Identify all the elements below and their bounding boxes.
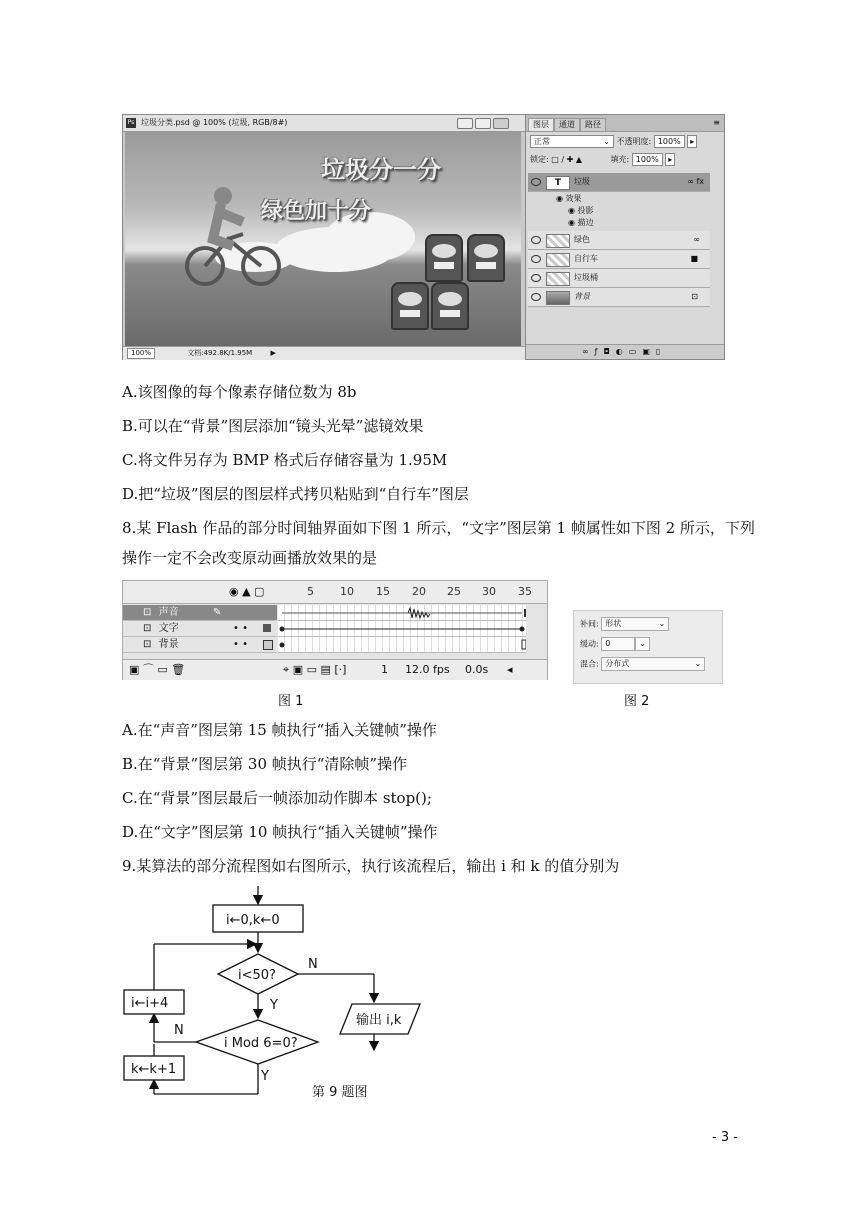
zoom-field[interactable]: 100% [127, 348, 155, 359]
chevron-down-icon: ⌄ [658, 619, 666, 628]
label-no-2: N [174, 1023, 184, 1038]
onion-skin-icons[interactable]: ⌖ ▣ ▭ ▤ [·] [283, 663, 347, 676]
close-button[interactable] [493, 118, 509, 129]
layer-row-background[interactable] [528, 288, 710, 307]
fill-arrow-icon[interactable]: ▸ [665, 153, 675, 166]
label-no-1: N [308, 957, 318, 972]
layer-name: 自行车 [574, 254, 598, 263]
layer-row-sound[interactable]: ⊡ 声音 ✎ [123, 605, 277, 621]
maximize-button[interactable] [475, 118, 491, 129]
figure-1-caption: 图 1 [278, 694, 304, 709]
layers-panel [526, 115, 724, 359]
play-arrow-icon[interactable]: ▶ [270, 349, 276, 357]
q7-option-a: A.该图像的每个像素存储位数为 8b [122, 383, 357, 401]
blend-mode-select[interactable]: 正常 ⌄ [530, 135, 614, 148]
layer-thumbnail [546, 291, 570, 305]
label-yes-2: Y [261, 1069, 269, 1084]
trash-bin-image [391, 282, 429, 330]
q7-option-b: B.可以在“背景”图层添加“镜头光晕”滤镜效果 [122, 417, 424, 435]
chevron-down-icon: ⌄ [694, 659, 702, 668]
timeline-footer-icons[interactable]: ▣ ⌒ ▭ 🗑 [129, 663, 186, 676]
q8-option-a: A.在“声音”图层第 15 帧执行“插入关键帧”操作 [122, 721, 437, 739]
panel-menu-icon[interactable]: ≡ [713, 118, 720, 127]
headline-text-2: 绿色加十分 [261, 199, 372, 224]
elapsed-time: 0.0s [465, 663, 489, 676]
q8-option-c: C.在“背景”图层最后一帧添加动作脚本 stop(); [122, 789, 432, 807]
trash-bin-image [467, 234, 505, 282]
opacity-field[interactable]: 100% [654, 135, 685, 148]
link-icon: ∞ [693, 235, 700, 244]
fill-field[interactable]: 100% [632, 153, 663, 166]
layer-row-green[interactable] [528, 231, 710, 250]
effects-header[interactable]: ◉ 效果 [556, 194, 582, 203]
layer-icon: ⊡ [143, 623, 152, 634]
pencil-icon: ✎ [213, 607, 222, 618]
opacity-arrow-icon[interactable]: ▸ [687, 135, 697, 148]
status-bar [123, 346, 525, 360]
eye-icon[interactable] [531, 236, 541, 244]
layer-name: 垃圾桶 [574, 273, 598, 282]
increment-k-box: k←k+1 [131, 1062, 177, 1077]
q7-option-d: D.把“垃圾”图层的图层样式拷贝粘贴到“自行车”图层 [122, 485, 469, 503]
q8-option-d: D.在“文字”图层第 10 帧执行“插入关键帧”操作 [122, 823, 438, 841]
q8-stem-line2: 操作一定不会改变原动画播放效果的是 [122, 549, 378, 567]
eye-icon[interactable] [531, 293, 541, 301]
tween-select[interactable]: 形状 ⌄ [601, 617, 669, 631]
photoshop-screenshot [122, 114, 725, 360]
eye-icon[interactable] [531, 274, 541, 282]
layer-row-text[interactable]: ⊡ 文字 • • [123, 621, 277, 637]
q8-option-b: B.在“背景”图层第 30 帧执行“清除帧”操作 [122, 755, 408, 773]
document-window [123, 115, 526, 359]
timeline-header-icons[interactable]: ◉ ▲ ▢ [229, 585, 265, 598]
layer-row-bicycle[interactable] [528, 250, 710, 269]
headline-text-1: 垃圾分一分 [321, 156, 441, 184]
lock-label: 锁定: [530, 155, 549, 164]
ease-field[interactable]: 0 [601, 637, 635, 651]
background-frames[interactable] [278, 637, 526, 653]
trash-bin-image [431, 282, 469, 330]
condition-i-less-50: i<50? [238, 968, 276, 983]
panel-tabs [526, 115, 724, 132]
timeline-footer [123, 659, 547, 680]
trash-bin-image [425, 234, 463, 282]
ease-row: 缓动: 0 ⌄ [580, 637, 650, 651]
cyclist-image [183, 184, 283, 294]
frame-rate: 12.0 fps [405, 663, 450, 676]
condition-mod-6: i Mod 6=0? [224, 1036, 298, 1051]
minimize-button[interactable] [457, 118, 473, 129]
ease-dropdown-icon[interactable]: ⌄ [635, 637, 650, 651]
layer-icon: ⊡ [143, 639, 152, 650]
sound-frames[interactable] [278, 605, 526, 621]
panel-footer [526, 344, 724, 359]
effect-stroke[interactable]: ◉ 描边 [568, 218, 594, 227]
layer-icon: ⊡ [143, 607, 152, 618]
tab-paths[interactable]: 路径 [580, 118, 606, 131]
layer-row-text[interactable] [528, 173, 710, 192]
layer-thumbnail [546, 234, 570, 248]
fill-label: 填充: [610, 155, 630, 164]
panel-footer-icons[interactable]: ∞ƒ◘◐▭▣▯ [582, 347, 667, 356]
figure-2-caption: 图 2 [624, 694, 650, 709]
layer-thumbnail [546, 253, 570, 267]
layer-name: 垃圾 [574, 177, 590, 186]
scroll-left-icon[interactable]: ◂ [507, 663, 513, 676]
layer-thumbnail [546, 272, 570, 286]
current-frame: 1 [381, 663, 388, 676]
fx-icon: ∞ fx [687, 177, 704, 186]
lock-icons[interactable]: □ ∕ ✚ ▲ [551, 155, 582, 164]
q7-option-c: C.将文件另存为 BMP 格式后存储容量为 1.95M [122, 451, 448, 469]
tween-row: 补间: 形状 ⌄ [580, 617, 669, 631]
image-canvas [125, 132, 521, 346]
photoshop-icon: Ps [127, 119, 135, 126]
eye-icon[interactable] [531, 255, 541, 263]
lock-icon: ■ [690, 254, 698, 263]
init-box-label: i←0,k←0 [226, 913, 280, 928]
document-title-bar [123, 115, 525, 132]
lock-icon: ⊡ [691, 292, 698, 301]
flowchart-caption: 第 9 题图 [312, 1085, 368, 1100]
timeline-header: ◉ ▲ ▢ 5 10 15 20 25 30 35 [123, 581, 547, 604]
layer-row-background[interactable]: ⊡ 背景 • • [123, 637, 277, 653]
flash-timeline [122, 580, 548, 680]
document-title: 垃圾分类.psd @ 100% (垃圾, RGB/8#) [141, 118, 288, 127]
page-number: - 3 - [712, 1130, 738, 1145]
chevron-down-icon: ⌄ [603, 137, 610, 146]
layer-name: 绿色 [574, 235, 590, 244]
eye-icon[interactable] [531, 178, 541, 186]
tab-layers[interactable]: 图层 [528, 118, 554, 131]
effect-drop-shadow[interactable]: ◉ 投影 [568, 206, 594, 215]
increment-i-box: i←i+4 [131, 996, 169, 1011]
type-layer-icon: T [546, 176, 570, 190]
output-box-label: 输出 i,k [356, 1013, 402, 1028]
document-info: 文档:492.8K/1.95M [187, 349, 253, 357]
flowchart [118, 884, 438, 1106]
frame-properties-panel [573, 610, 723, 684]
opacity-label: 不透明度: [616, 137, 652, 146]
q9-stem: 9.某算法的部分流程图如右图所示，执行该流程后，输出 i 和 k 的值分别为 [122, 857, 620, 875]
q8-stem-line1: 8.某 Flash 作品的部分时间轴界面如下图 1 所示，“文字”图层第 1 帧属性如下图 2 所示，下列 [122, 519, 755, 537]
blend-row: 混合: 分布式 ⌄ [580, 657, 705, 671]
layer-name: 背景 [574, 292, 590, 301]
text-frames[interactable] [278, 621, 526, 637]
label-yes-1: Y [270, 998, 278, 1013]
layer-row-bin[interactable] [528, 269, 710, 288]
blend-select[interactable]: 分布式 ⌄ [601, 657, 705, 671]
tab-channels[interactable]: 通道 [554, 118, 580, 131]
